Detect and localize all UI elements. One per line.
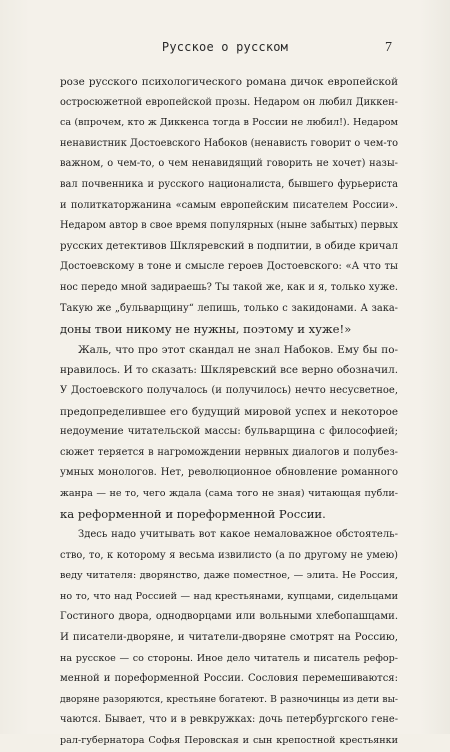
text-line: Гостиного двора, однодворцами или вольными хлебопашцами. (60, 611, 398, 623)
text-line: но то, что над Россией — над крестьянами, купцами, сидельцами (60, 590, 398, 602)
text-line: розе русского психологического романа дичок европейской (60, 76, 398, 88)
body-text (60, 72, 398, 752)
text-line: важном, о чем-то, о чем ненавидящий говорить не хочет) назы- (60, 158, 398, 170)
text-line: недоумение читательской массы: бульварщина с философией; (60, 426, 398, 438)
text-line: Такую же „бульварщину“ лепишь, только с закидонами. А зака- (60, 302, 398, 314)
text-line: У Достоевского получалось (и получилось) нечто несусветное, (60, 384, 398, 396)
text-line: сюжет теряется в нагромождении нервных диалогов и полубез- (60, 446, 398, 458)
text-line: Здесь надо учитывать вот какое немаловажное обстоятель- (78, 529, 398, 541)
text-line: чаются. Бывает, что и в ревкружках: дочь петербургского гене- (60, 714, 398, 726)
text-line: ство, то, к которому я весьма извилисто (а по другому не умею) (60, 549, 398, 561)
text-line: нравилось. И то сказать: Шкляревский все верно обозначил. (60, 364, 398, 377)
text-line: Недаром автор в свое время популярных (ныне забытых) первых (60, 220, 398, 232)
text-line: ненавистник Достоевского Набоков (ненависть говорит о чем-то (60, 137, 398, 149)
text-line: предопределившее его будущий мировой успех и некоторое (60, 405, 398, 418)
text-line: рал-губернатора Софья Перовская и сын крепостной крестьянки (60, 735, 398, 746)
text-line: ка реформенной и пореформенной России. (60, 507, 326, 522)
text-line: доны твои никому не нужны, поэтому и хуже!» (60, 322, 352, 337)
text-line: са (впрочем, кто ж Диккенса тогда в России не любил!). Недаром (60, 117, 398, 129)
text-line: Достоевскому в тоне и смысле героев Достоевского: «А что ты (60, 261, 398, 273)
page-number: 7 (385, 40, 392, 55)
running-head (0, 40, 450, 60)
text-line: вал почвенника и русского националиста, бывшего фурьериста (60, 178, 398, 190)
text-line: и политкаторжанина «самым европейским писателем России». (60, 199, 398, 211)
text-line: менной и пореформенной России. Сословия перемешиваются: (60, 673, 398, 685)
text-line: остросюжетной европейской прозы. Недаром он любил Диккен- (60, 96, 398, 108)
text-line: умных монологов. Нет, революционное обновление романного (60, 467, 398, 479)
text-line: дворяне разоряются, крестьяне богатеют. В разночинцы из дети вы- (60, 693, 398, 705)
text-line: русских детективов Шкляревский в подпитии, в обиде кричал (60, 240, 398, 252)
text-line: И писатели-дворяне, и читатели-дворяне смотрят на Россию, (60, 632, 398, 644)
running-title: Русское о русском (161, 40, 289, 54)
text-line: нос передо мной задираешь? Ты такой же, как и я, только хуже. (60, 281, 398, 293)
text-line: Жаль, что про этот скандал не знал Набоков. Ему бы по- (78, 343, 398, 356)
text-line: жанра — не то, чего ждала (сама того не зная) читающая публи- (60, 487, 398, 499)
text-line: веду читателя: дворянство, даже поместное, — элита. Не Россия, (60, 570, 398, 582)
text-line: на русское — со стороны. Иное дело читатель и писатель рефор- (60, 652, 398, 664)
